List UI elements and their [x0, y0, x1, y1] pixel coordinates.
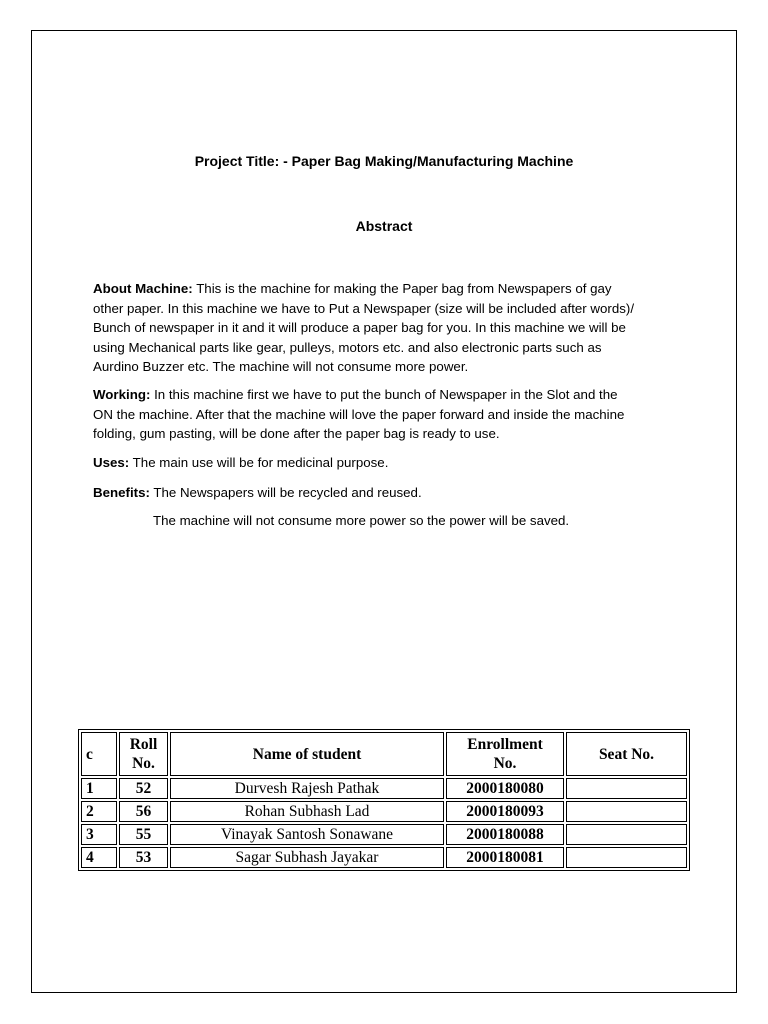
text-line: This is the machine for making the Paper bag from Newspapers of gay — [192, 281, 612, 296]
cell-name: Sagar Subhash Jayakar — [170, 847, 444, 868]
benefits-label: Benefits: — [93, 485, 150, 500]
text-line: other paper. In this machine we have to Put a Newspaper (size will be included after words)/ — [93, 300, 635, 316]
header-enrollment: Enrollment No. — [446, 732, 564, 776]
cell-seat — [566, 824, 687, 845]
cell-seat — [566, 778, 687, 799]
student-table — [78, 729, 690, 871]
cell-enrollment: 2000180093 — [446, 801, 564, 822]
about-label: About Machine: — [93, 281, 193, 296]
cell-roll: 55 — [119, 824, 168, 845]
cell-roll: 53 — [119, 847, 168, 868]
text-line: ON the machine. After that the machine will love the paper forward and inside the machine — [93, 406, 625, 422]
header-roll: Roll No. — [119, 732, 168, 776]
cell-roll: 56 — [119, 801, 168, 822]
text-line: The main use will be for medicinal purpose. — [129, 455, 389, 470]
cell-serial: 4 — [81, 847, 117, 868]
cell-serial: 2 — [81, 801, 117, 822]
cell-serial: 1 — [81, 778, 117, 799]
working-label: Working: — [93, 387, 151, 402]
table-row — [81, 824, 687, 845]
table-row — [81, 847, 687, 868]
cell-enrollment: 2000180080 — [446, 778, 564, 799]
cell-name: Vinayak Santosh Sonawane — [170, 824, 444, 845]
cell-name: Rohan Subhash Lad — [170, 801, 444, 822]
uses-label: Uses: — [93, 455, 130, 470]
table-row — [81, 801, 687, 822]
project-title: Project Title: - Paper Bag Making/Manufacturing Machine — [194, 153, 574, 169]
text-line: using Mechanical parts like gear, pulleys, motors etc. and also electronic parts such as — [93, 339, 602, 355]
text-line: Bunch of newspaper in it and it will produce a paper bag for you. In this machine we will be — [93, 320, 626, 336]
table-header-row — [81, 732, 687, 776]
cell-seat — [566, 847, 687, 868]
cell-roll: 52 — [119, 778, 168, 799]
header-name: Name of student — [170, 732, 444, 776]
cell-name: Durvesh Rajesh Pathak — [170, 778, 444, 799]
text-line: In this machine first we have to put the bunch of Newspaper in the Slot and the — [150, 387, 618, 402]
abstract-heading: Abstract — [355, 218, 413, 234]
working-paragraph — [93, 385, 624, 444]
benefits-extra: The machine will not consume more power so the power will be saved. — [153, 513, 570, 528]
about-machine-paragraph — [93, 279, 634, 377]
table-row — [81, 778, 687, 799]
cell-serial: 3 — [81, 824, 117, 845]
text-line: folding, gum pasting, will be done after the paper bag is ready to use. — [93, 426, 500, 442]
text-line: The Newspapers will be recycled and reused. — [149, 485, 422, 500]
benefits-paragraph — [93, 483, 422, 503]
uses-paragraph — [93, 453, 388, 473]
header-seat: Seat No. — [566, 732, 687, 776]
text-line: Aurdino Buzzer etc. The machine will not consume more power. — [93, 359, 469, 375]
header-serial: c — [81, 732, 117, 776]
cell-enrollment: 2000180088 — [446, 824, 564, 845]
cell-enrollment: 2000180081 — [446, 847, 564, 868]
cell-seat — [566, 801, 687, 822]
